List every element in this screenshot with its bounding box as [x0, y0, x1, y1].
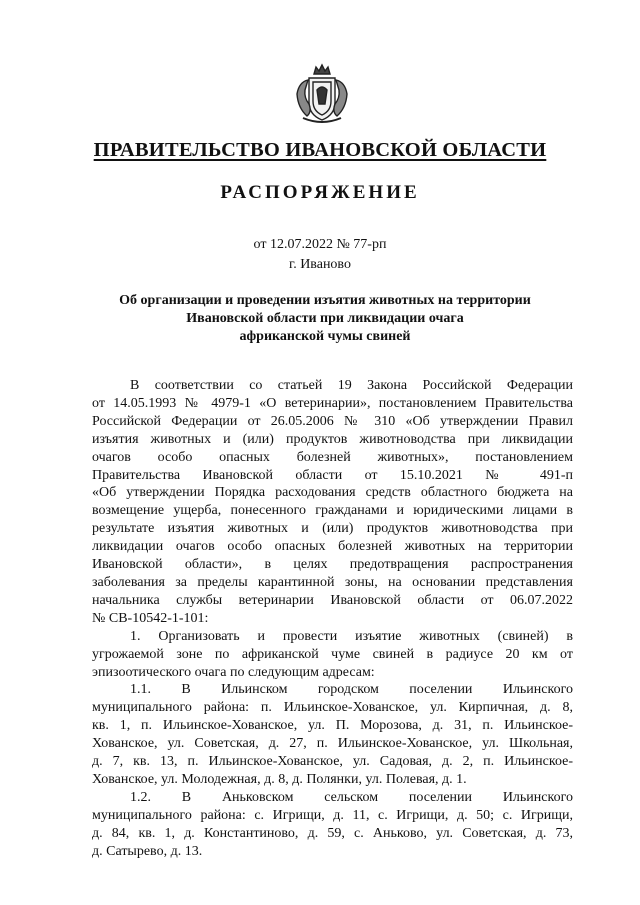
item-1-1-line: Хованское, ул. Советская, д. 27, п. Ильинское-Хованское, ул. Школьная, [92, 736, 573, 752]
preamble-line: ликвидации очагов особо опасных болезней животных на территории [92, 539, 573, 555]
item-1-line: угрожаемой зоне по африканской чуме свиней в радиусе 20 км от [92, 646, 573, 662]
item-1-1-line: 1.1. В Ильинском городском поселении Ильинского [130, 682, 573, 698]
subject-line: Об организации и проведении изъятия животных на территории [119, 293, 531, 308]
preamble-line: «Об утверждении Порядка расходования средств областного бюджета на [92, 485, 573, 501]
document-type: РАСПОРЯЖЕНИЕ [220, 182, 420, 203]
item-1-1-line: муниципального района: п. Ильинское-Хованское, ул. Кирпичная, д. 8, [92, 700, 573, 716]
item-1-2-line: 1.2. В Аньковском сельском поселении Ильинского [130, 789, 573, 805]
preamble-line: Правительства Ивановской области от 15.10.2021 № 491-п [92, 467, 573, 483]
preamble-line: В соответствии со статьей 19 Закона Российской Федерации [130, 378, 573, 393]
item-1-2-line: д. 84, кв. 1, д. Константиново, д. 59, с. Аньково, ул. Советская, д. 73, [92, 825, 573, 841]
subject-line: африканской чумы свиней [239, 329, 411, 344]
document-body [92, 377, 573, 860]
item-1-1-line: д. 7, кв. 13, п. Ильинское-Хованское, ул. Садовая, д. 2, п. Ильинское- [92, 754, 573, 770]
preamble-line: заболевания за пределы карантинной зоны, на основании представления [92, 574, 573, 590]
preamble-line: № СВ-10542-1-101: [92, 610, 209, 626]
item-1-2-line: муниципального района: с. Игрищи, д. 11, с. Игрищи, д. 50; с. Игрищи, [92, 807, 573, 823]
preamble-line: результате изъятия животных и (или) продуктов животноводства при [92, 521, 573, 537]
item-1-1-line: кв. 1, п. Ильинское-Хованское, ул. П. Морозова, д. 31, п. Ильинское- [92, 718, 573, 734]
preamble-line: изъятия животных и (или) продуктов животноводства при ликвидации [92, 431, 573, 447]
item-1-line: 1. Организовать и провести изъятие животных (свиней) в [130, 628, 573, 644]
preamble-line: Ивановской области», в целях предотвращения распространения [92, 557, 573, 573]
item-1-1-line: Хованское, ул. Молодежная, д. 8, д. Полянки, ул. Полевая, д. 1. [92, 771, 467, 787]
document-city: г. Иваново [289, 257, 351, 272]
preamble-line: Российской Федерации от 26.05.2006 № 310 «Об утверждении Правил [92, 413, 573, 429]
coat-of-arms-emblem [291, 60, 353, 126]
item-1-2-line: д. Сатырево, д. 13. [92, 843, 203, 859]
government-title: ПРАВИТЕЛЬСТВО ИВАНОВСКОЙ ОБЛАСТИ [93, 139, 547, 161]
preamble-line: очагов особо опасных болезней животных», постановлением [92, 449, 573, 465]
item-1-line: эпизоотического очага по следующим адресам: [92, 664, 375, 680]
document-date-number: от 12.07.2022 № 77-рп [253, 237, 387, 252]
subject-line: Ивановской области при ликвидации очага [186, 311, 464, 326]
document-subject [100, 292, 550, 346]
preamble-line: возмещение ущерба, понесенного гражданами и юридическими лицами в [92, 503, 573, 519]
preamble-line: начальника службы ветеринарии Ивановской области от 06.07.2022 [92, 592, 573, 608]
preamble-line: от 14.05.1993 № 4979-1 «О ветеринарии», постановлением Правительства [92, 395, 573, 411]
